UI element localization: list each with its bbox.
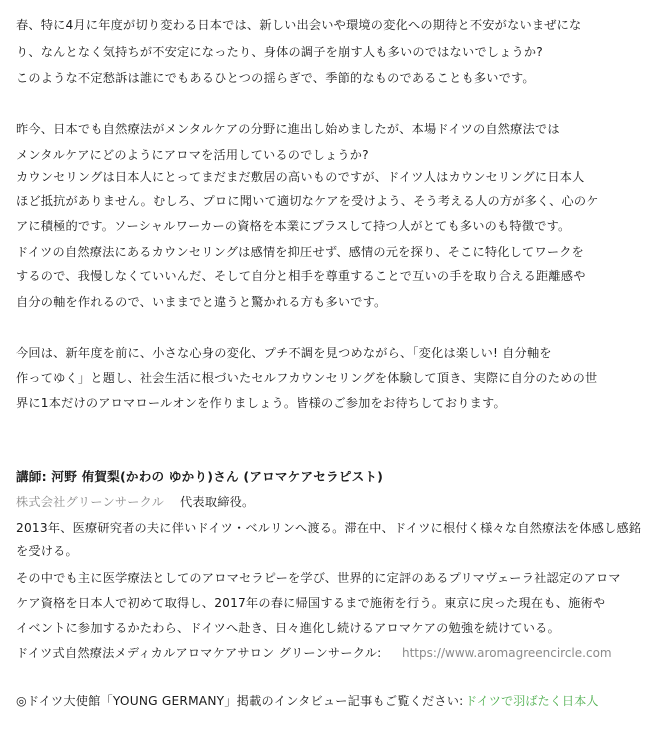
intro-p2-line-6: ドイツの自然療法にあるカウンセリングは感情を抑圧せず、感情の元を探り、そこに特化してワークを [16,245,584,259]
intro-p2-line-3: カウンセリングは日本人にとってまだまだ敷居の高いものですが、ドイツ人はカウンセリングに日本人 [16,170,585,184]
intro-p2-line-8: 自分の軸を作れるので、いままでと違うと驚かれる方も多いです。 [16,295,387,309]
intro-p2-line-5: アに積極的です。ソーシャルワーカーの資格を本業にプラスして持つ人がとても多いのも特徴です。 [16,219,571,233]
intro-p1-line-1: 春、特に4月に年度が切り変わる日本では、新しい出会いや環境の変化への期待と不安がないまぜにな [16,18,582,32]
lecturer-company: 株式会社グリーンサークル [16,495,165,509]
salon-url-link[interactable]: https://www.aromagreencircle.com [402,646,612,660]
lecturer-bio-line-2: を受ける。 [16,544,78,558]
intro-p2-line-7: するので、我慢しなくていいんだ、そして自分と相手を尊重することで互いの手を取り合える距離感や [16,269,586,283]
lecturer-heading: 講師: 河野 侑賀梨(かわの ゆかり)さん (アロマケアセラピスト) [16,469,384,484]
intro-p3-line-2: 作ってゆく」と題し、社会生活に根づいたセルフカウンセリングを体験して頂き、実際に自分のための世 [16,371,598,385]
interview-link[interactable]: ドイツで羽ばたく日本人 [465,694,599,708]
intro-p1-line-2: り、なんとなく気持ちが不安定になったり、身体の調子を崩す人も多いのではないでしょうか? [16,45,543,59]
intro-p2-line-1: 昨今、日本でも自然療法がメンタルケアの分野に進出し始めましたが、本場ドイツの自然療法では [16,122,560,136]
interview-note: ◎ドイツ大使館「YOUNG GERMANY」掲載のインタビュー記事もご覧ください: [16,694,464,708]
intro-p2-line-4: ほど抵抗がありません。むしろ、プロに聞いて適切なケアを受けよう、そう考える人の方が多く、心のケ [16,194,599,208]
salon-label: ドイツ式自然療法メディカルアロマケアサロン グリーンサークル: [16,646,382,660]
lecturer-company-line [16,494,254,510]
intro-p1-line-3: このような不定愁訴は誰にでもあるひとつの揺らぎで、季節的なものであることも多いです。 [16,71,535,85]
lecturer-role: 代表取締役。 [180,495,255,509]
lecturer-bio-line-1: 2013年、医療研究者の夫に伴いドイツ・ベルリンへ渡る。滞在中、ドイツに根付く様々な自然療法を体感し感銘 [16,521,642,535]
lecturer-bio-line-4: ケア資格を日本人で初めて取得し、2017年の春に帰国するまで施術を行う。東京に戻った現在も、施術や [16,596,606,610]
lecturer-bio-line-5: イベントに参加するかたわら、ドイツへ赴き、日々進化し続けるアロマケアの勉強を続けている。 [16,621,560,635]
intro-p3-line-3: 界に1本だけのアロマロールオンを作りましょう。皆様のご参加をお待ちしております。 [16,396,506,410]
intro-p3-line-1: 今回は、新年度を前に、小さな心身の変化、プチ不調を見つめながら、「変化は楽しい! 自分軸を [16,346,552,360]
intro-p2-line-2: メンタルケアにどのようにアロマを活用しているのでしょうか? [16,148,369,162]
lecturer-bio-line-3: その中でも主に医学療法としてのアロマセラピーを学び、世界的に定評のあるプリマヴェーラ社認定のアロマ [16,571,621,585]
